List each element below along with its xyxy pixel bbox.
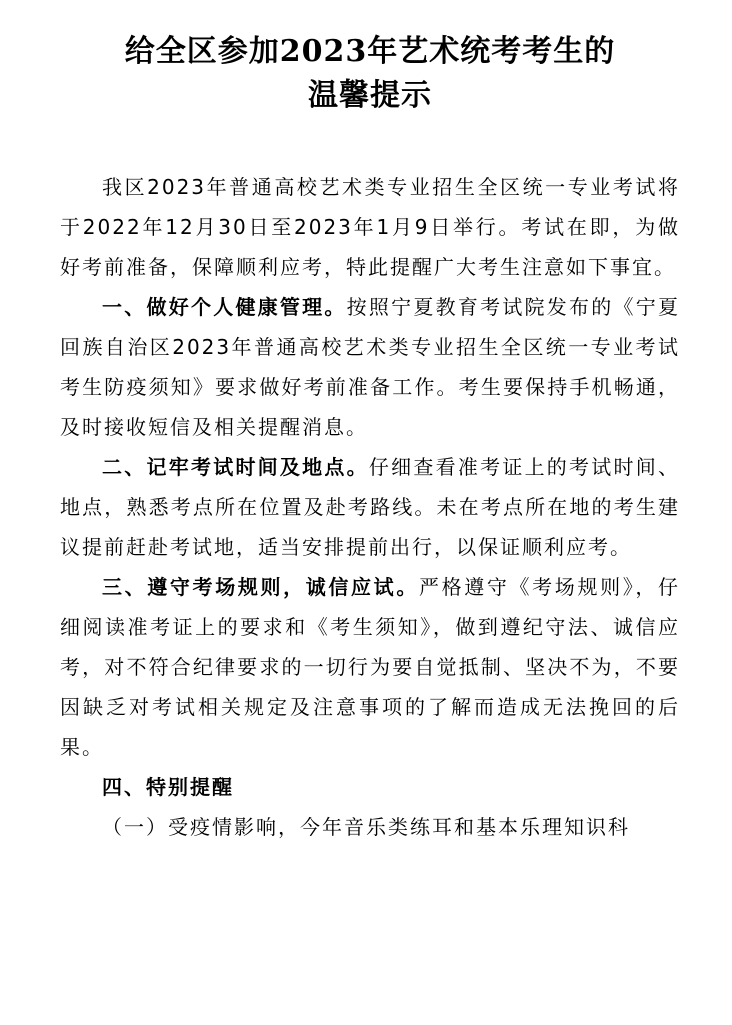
section-1-heading: 一、做好个人健康管理。 <box>102 295 347 319</box>
document-page <box>60 30 681 839</box>
document-title <box>60 30 680 118</box>
section-4-item-1: （一）受疫情影响，今年音乐类练耳和基本乐理知识科 <box>102 815 630 839</box>
section-3-paragraph <box>60 567 680 767</box>
section-3-heading: 三、遵守考场规则，诚信应试。 <box>102 575 419 599</box>
section-2-paragraph <box>60 447 680 567</box>
intro-paragraph: 我区2023年普通高校艺术类专业招生全区统一专业考试将于2022年12月30日至2023年1月9日举行。考试在即，为做好考前准备，保障顺利应考，特此提醒广大考生注意如下事宜。 <box>60 175 680 279</box>
section-2-heading: 二、记牢考试时间及地点。 <box>102 455 369 479</box>
section-1-paragraph <box>60 287 680 447</box>
document-body <box>60 167 680 847</box>
title-line-1: 给全区参加2023年艺术统考考生的 <box>124 34 616 69</box>
section-2-text: 仔细查看准考证上的考试时间、地点，熟悉考点所在位置及赴考路线。未在考点所在地的考生建议提前赶赴考试地，适当安排提前出行，以保证顺利应考。 <box>60 455 681 559</box>
title-line-2: 温馨提示 <box>308 78 432 113</box>
section-4-heading: 四、特别提醒 <box>102 775 234 799</box>
section-3-text: 严格遵守《考场规则》，仔细阅读准考证上的要求和《考生须知》，做到遵纪守法、诚信应考，对不符合纪律要求的一切行为要自觉抵制、坚决不为，不要因缺乏对考试相关规定及注意事项的了解而造成无法挽回的后果。 <box>60 575 681 759</box>
section-1-text: 按照宁夏教育考试院发布的《宁夏回族自治区2023年普通高校艺术类专业招生全区统一专业考试考生防疫须知》要求做好考前准备工作。考生要保持手机畅通，及时接收短信及相关提醒消息。 <box>60 295 681 439</box>
